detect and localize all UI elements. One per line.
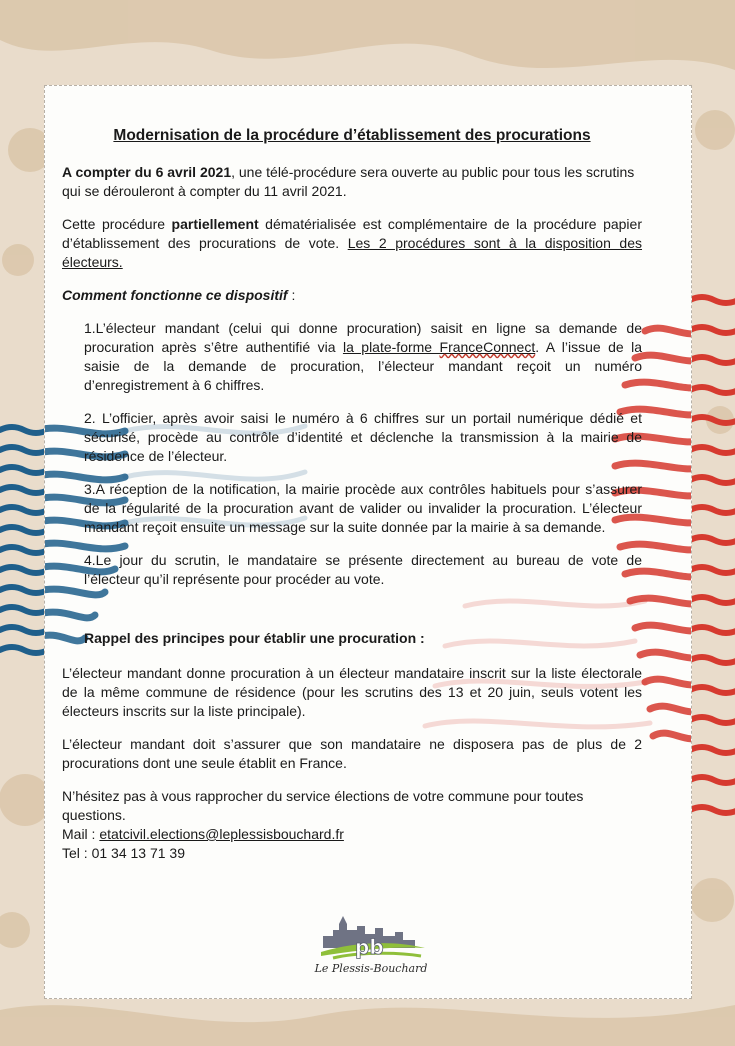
intro-text: , une télé-procédure sera ouverte au public pour tous les scrutins qui se dérouleront à compter du 11 avril 2021. — [62, 164, 635, 199]
how-heading — [62, 286, 642, 305]
town-skyline-icon — [303, 906, 439, 964]
how-heading-text: Comment fonctionne ce dispositif — [62, 287, 288, 303]
rappel-paragraph-2: L’électeur mandant doit s’assurer que son mandataire ne disposera pas de plus de 2 procurations dont une seule établit en France. — [62, 736, 642, 771]
email-link[interactable]: etatcivil.elections@leplessisbouchard.fr — [99, 826, 344, 842]
step-1 — [84, 319, 642, 395]
logo-town-name: Le Plessis-Bouchard — [314, 962, 428, 975]
franceconnect-link-prefix: la plate-forme — [342, 339, 440, 355]
town-logo — [303, 906, 439, 986]
contact-invite: N’hésitez pas à vous rapprocher du service élections de votre commune pour toutes questions. — [62, 788, 584, 823]
step-2: 2. L’officier, après avoir saisi le numéro à 6 chiffres sur un portail numérique dédié et sécurisé, procède au contrôle d’identité et déclenche la transmission à la mairie de résidence de l’électeur. — [84, 410, 642, 464]
intro-paragraph — [62, 163, 642, 201]
step-3: 3.A réception de la notification, la mairie procède aux contrôles habituels pour s’assurer de la régularité de la procuration avant de valider ou invalider la procuration. L’électeur mandant reçoit ensuite un message sur la suite donnée par la mairie à sa demande. — [84, 481, 642, 535]
step-1-text: 1.L’électeur mandant (celui qui donne procuration) saisit en ligne sa demande de procuration après s’être authentifié via — [84, 320, 642, 355]
rappel-heading: Rappel des principes pour établir une procuration : — [84, 630, 425, 646]
rappel-paragraph-1: L’électeur mandant donne procuration à un électeur mandataire inscrit sur la liste électorale de la même commune de résidence (pour les scrutins des 13 et 20 juin, seuls votent les électeurs inscrits sur la liste principale). — [62, 665, 642, 719]
notice-content — [62, 126, 642, 863]
procedure-bold: partiellement — [171, 216, 259, 232]
procedure-text-start: Cette procédure — [62, 216, 172, 232]
contact-mail — [62, 825, 642, 844]
procedure-underlined: Les 2 procédures sont à la disposition des électeurs. — [62, 235, 643, 270]
mail-label: Mail : — [62, 826, 100, 842]
notice-panel — [44, 85, 692, 999]
logo-monogram: pb — [355, 935, 384, 959]
intro-date: A compter du 6 avril 2021 — [62, 164, 232, 180]
how-heading-colon: : — [287, 287, 296, 303]
franceconnect-link[interactable] — [343, 339, 535, 355]
franceconnect-link-name: FranceConnect — [439, 339, 536, 355]
procedure-paragraph — [62, 215, 642, 272]
step-1-text-end: . A l’issue de la saisie de la demande de procuration, l’électeur mandant reçoit un numéro d’enregistrement à 6 chiffres. — [84, 339, 643, 393]
contact-tel: Tel : 01 34 13 71 39 — [62, 845, 185, 861]
page-title: Modernisation de la procédure d’établissement des procurations — [113, 127, 591, 144]
procedure-text-middle: dématérialisée est complémentaire de la procédure papier d’établissement des procurations de vote. — [62, 216, 642, 251]
step-4: 4.Le jour du scrutin, le mandataire se présente directement au bureau de vote de l’électeur qu’il représente pour procéder au vote. — [84, 552, 642, 587]
